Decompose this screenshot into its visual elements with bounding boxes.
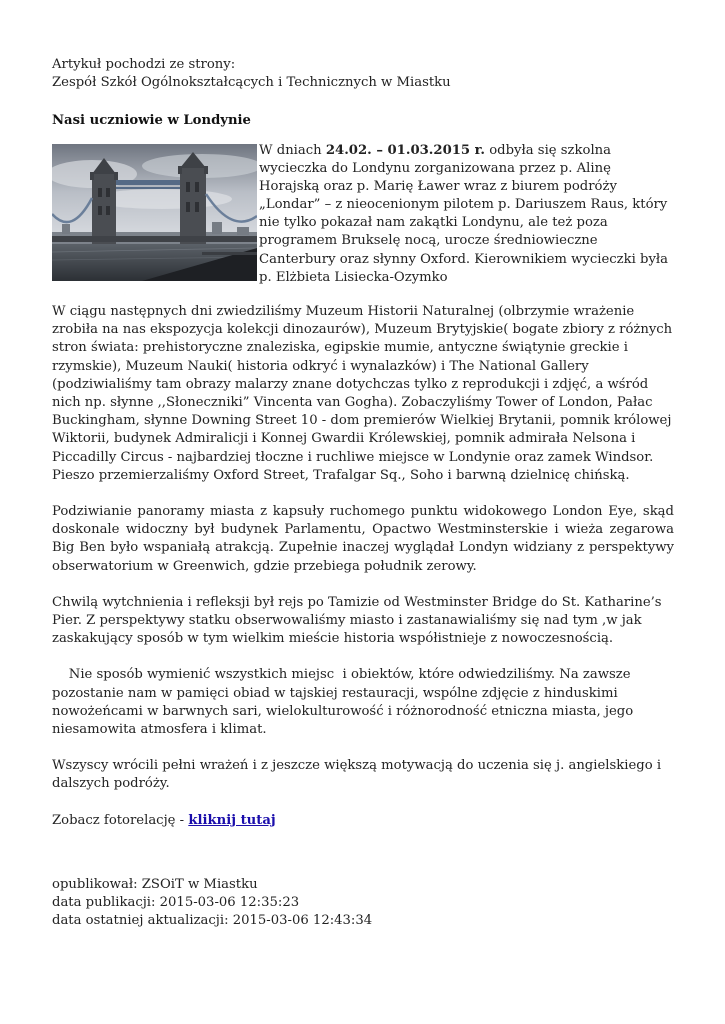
paragraph-thames-cruise: Chwilą wytchnienia i refleksji był rejs po Tamizie od Westminster Bridge do St. Katharine’s Pier. Z perspektywy statku obserwowaliśmy miasto i zastanawialiśmy się nad tym ,w jak zaskakujący sposób w tym wielkim mieście historia współistnieje z nowoczesnością. [52,594,662,647]
photo-report-link[interactable]: kliknij tutaj [188,812,276,828]
article-title: Nasi uczniowie w Londynie [52,113,251,128]
publication-meta [52,876,674,930]
photo-report-line [52,812,674,830]
photo-report-prefix: Zobacz fotorelację - [52,812,189,828]
tower-bridge-photo [52,144,257,281]
paragraph-summary: Wszyscy wrócili pełni wrażeń i z jeszcze większą motywacją do uczenia się j. angielskiego i dalszych podróży. [52,758,662,792]
paragraph-sightseeing: W ciągu następnych dni zwiedziliśmy Muzeum Historii Naturalnej (olbrzymie wrażenie zrobiła na nas ekspozycja kolekcji dinozaurów), Muzeum Brytyjskie( bogate zbiory z różnych stron świata: prehistoryczne znaleziska, egipskie mumie, antyczne świątynie greckie i rzymskie), Muzeum Nauki( historia odkryć i wynalazków) i The National Gallery (podziwialiśmy tam obrazy malarzy znane dotychczas tylko z reprodukcji i zdjęć, a wśród nich np. słynne ,,Słoneczniki” Vincenta van Gogha). Zobaczyliśmy Tower of London, Pałac Buckingham, słynne Downing Street 10 - dom premierów Wielkiej Brytanii, pomnik królowej Wiktorii, budynek Admiralicji i Konnej Gwardii Królewskiej, pomnik admirała Nelsona i Piccadilly Circus - najbardziej tłoczne i ruchliwe miejsce w Londynie oraz zamek Windsor. Pieszo przemierzaliśmy Oxford Street, Trafalgar Sq., Soho i barwną dzielnicę chińską. [52,304,673,483]
intro-body: odbyła się szkolna wycieczka do Londynu zorganizowana przez p. Alinę Horajską oraz p. Marię Ławer wraz z biurem podróży „Londar” – z nieocenionym pilotem p. Dariuszem Raus, który nie tylko pokazał nam zakątki Londynu, ale też poza programem Brukselę nocą, urocze średniowieczne Canterbury oraz słynny Oxford. Kierownikiem wycieczki była p. Elżbieta Lisiecka-Ozymko [259,143,669,285]
article-intro [52,142,674,289]
published-by: opublikował: ZSOiT w Miastku [52,876,258,892]
article-page [52,56,674,930]
paragraph-london-eye: Podziwianie panoramy miasta z kapsuły ruchomego punktu widokowego London Eye, skąd doskonale widoczny był budynek Parlamentu, Opactwo Westminsterskie i wieża zegarowa Big Ben było wspaniałą atrakcją. Zupełnie inaczej wyglądał Londyn widziany z perspektywy obserwatorium w Greenwich, gdzie przebiega południk zerowy. [52,504,674,574]
last-update-date: data ostatniej aktualizacji: 2015-03-06 12:43:34 [52,912,373,928]
source-info [52,56,674,92]
publication-date: data publikacji: 2015-03-06 12:35:23 [52,894,300,910]
source-school-name: Zespół Szkół Ogólnokształcących i Technicznych w Miastku [52,75,451,90]
paragraph-memories: Nie sposób wymienić wszystkich miejsc i obiektów, które odwiedziliśmy. Na zawsze pozostanie nam w pamięci obiad w tajskiej restauracji, wspólne zdjęcie z hinduskimi nowożeńcami w barwnych sari, wielokulturowość i różnorodność etniczna miasta, jego niesamowita atmosfera i klimat. [52,667,638,738]
source-label: Artykuł pochodzi ze strony: [52,57,236,72]
trip-dates: 24.02. – 01.03.2015 r. [325,143,486,158]
intro-lead: W dniach [259,143,326,158]
